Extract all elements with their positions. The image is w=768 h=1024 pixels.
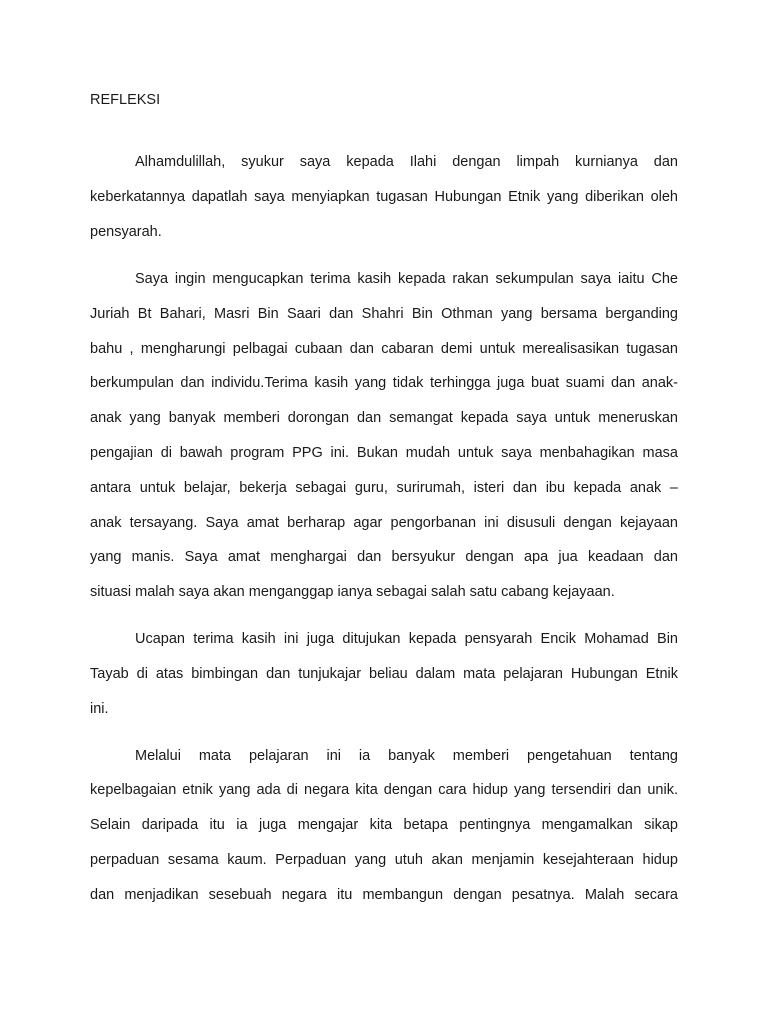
text-line: bahu , mengharungi pelbagai cubaan dan cabaran demi untuk merealisasikan tugasan: [90, 341, 678, 357]
text-line: kepelbagaian etnik yang ada di negara kita dengan cara hidup yang tersendiri dan unik.: [90, 782, 678, 798]
text-line: dan menjadikan sesebuah negara itu membangun dengan pesatnya. Malah secara: [90, 887, 678, 903]
text-line: anak tersayang. Saya amat berharap agar pengorbanan ini disusuli dengan kejayaan: [90, 515, 678, 531]
text-line: Selain daripada itu ia juga mengajar kita betapa pentingnya mengamalkan sikap: [90, 817, 678, 833]
text-line: pensyarah.: [90, 224, 162, 240]
text-line: antara untuk belajar, bekerja sebagai guru, surirumah, isteri dan ibu kepada anak –: [90, 480, 678, 496]
text-line: Juriah Bt Bahari, Masri Bin Saari dan Shahri Bin Othman yang bersama berganding: [90, 306, 678, 322]
text-line: berkumpulan dan individu.Terima kasih yang tidak terhingga juga buat suami dan anak-: [90, 375, 678, 391]
text-line: Tayab di atas bimbingan dan tunjukajar beliau dalam mata pelajaran Hubungan Etnik: [90, 666, 678, 682]
text-line: Alhamdulillah, syukur saya kepada Ilahi dengan limpah kurnianya dan: [135, 154, 678, 170]
text-line: situasi malah saya akan menganggap ianya sebagai salah satu cabang kejayaan.: [90, 584, 615, 600]
text-line: ini.: [90, 701, 109, 717]
text-line: pengajian di bawah program PPG ini. Bukan mudah untuk saya menbahagikan masa: [90, 445, 678, 461]
text-line: yang manis. Saya amat menghargai dan bersyukur dengan apa jua keadaan dan: [90, 549, 678, 565]
text-line: Ucapan terima kasih ini juga ditujukan kepada pensyarah Encik Mohamad Bin: [135, 631, 678, 647]
document-heading: REFLEKSI: [90, 92, 161, 108]
text-line: perpaduan sesama kaum. Perpaduan yang utuh akan menjamin kesejahteraan hidup: [90, 852, 678, 868]
text-line: keberkatannya dapatlah saya menyiapkan tugasan Hubungan Etnik yang diberikan oleh: [90, 189, 678, 205]
text-line: Saya ingin mengucapkan terima kasih kepada rakan sekumpulan saya iaitu Che: [135, 271, 678, 287]
text-line: anak yang banyak memberi dorongan dan semangat kepada saya untuk meneruskan: [90, 410, 678, 426]
text-line: Melalui mata pelajaran ini ia banyak memberi pengetahuan tentang: [135, 748, 678, 764]
